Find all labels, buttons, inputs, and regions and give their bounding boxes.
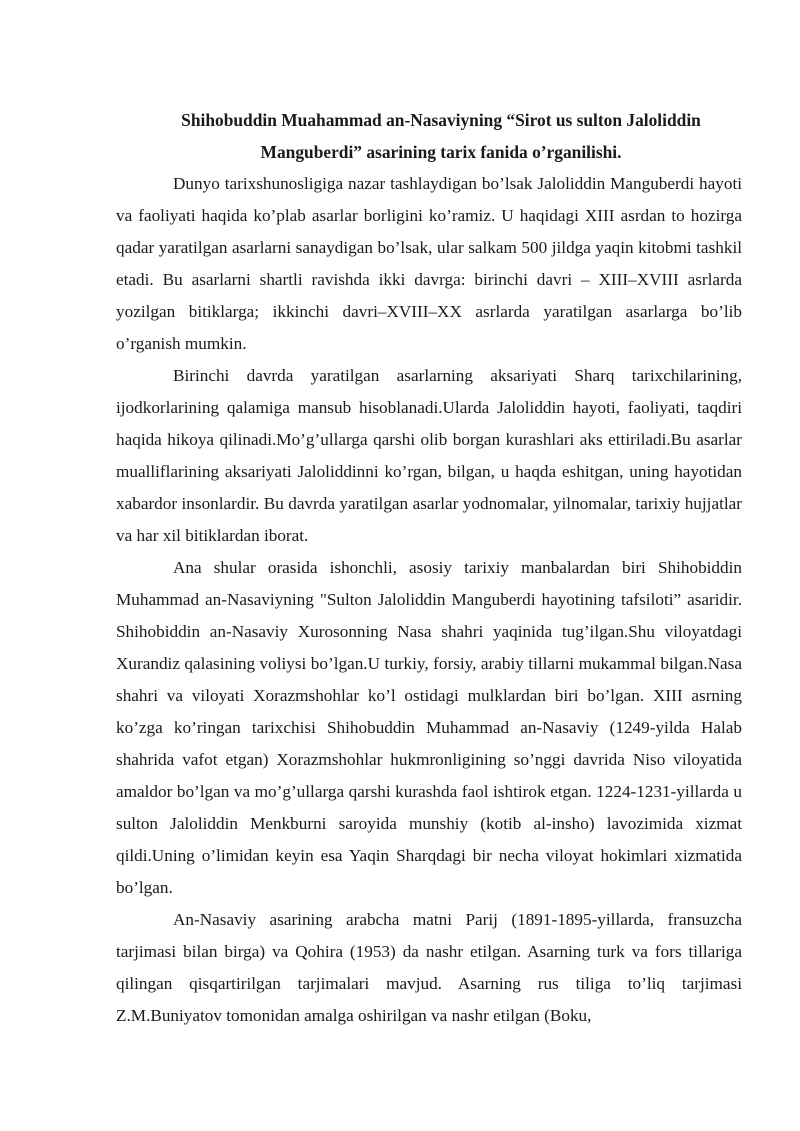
paragraph-4: An-Nasaviy asarining arabcha matni Parij (1891-1895-yillarda, fransuzcha tarjimasi bilan birga) va Qohira (1953) da nashr etilgan. Asarning turk va fors tillariga qilingan qisqartirilgan tarjimalari mavjud. Asarning rus tiliga to’liq tarjimasi Z.M.Buniyatov tomonidan amalga oshirilgan va nashr etilgan (Boku, bbox=[116, 910, 742, 1025]
document-body bbox=[116, 104, 742, 1032]
paragraph-1: Dunyo tarixshunosligiga nazar tashlaydigan bo’lsak Jaloliddin Manguberdi hayoti va faoliyati haqida ko’plab asarlar borligini ko’ramiz. U haqidagi XIII asrdan to hozirga qadar yaratilgan asarlarni sanaydigan bo’lsak, ular salkam 500 jildga yaqin kitobmi tashkil etadi. Bu asarlarni shartli ravishda ikki davrga: birinchi davri – XIII–XVIII asrlarda yozilgan bitiklarga; ikkinchi davri–XVIII–XX asrlarda yaratilgan asarlarga bo’lib o’rganish mumkin. bbox=[116, 174, 742, 353]
paragraph-2: Birinchi davrda yaratilgan asarlarning aksariyati Sharq tarixchilarining, ijodkorlarining qalamiga mansub hisoblanadi.Ularda Jaloliddin hayoti, faoliyati, taqdiri haqida hikoya qilinadi.Mo’g’ullarga qarshi olib borgan kurashlari aks ettiriladi.Bu asarlar mualliflarining aksariyati Jaloliddinni ko’rgan, bilgan, u haqda eshitgan, uning hayotidan xabardor insonlardir. Bu davrda yaratilgan asarlar yodnomalar, yilnomalar, tarixiy hujjatlar va har xil bitiklardan iborat. bbox=[116, 366, 742, 545]
document-title: Shihobuddin Muahammad an-Nasaviyning “Sirot us sulton Jaloliddin Manguberdi” asarining tarix fanida o’rganilishi. bbox=[181, 110, 701, 162]
paragraph-3: Ana shular orasida ishonchli, asosiy tarixiy manbalardan biri Shihobiddin Muhammad an-Nasaviyning "Sulton Jaloliddin Manguberdi hayotining tafsiloti” asaridir. Shihobiddin an-Nasaviy Xurosonning Nasa shahri yaqinida tug’ilgan.Shu viloyatdagi Xurandiz qalasining voliysi bo’lgan.U turkiy, forsiy, arabiy tillarni mukammal bilgan.Nasa shahri va viloyati Xorazmshohlar ko’l ostidagi mulklardan biri bo’lgan. XIII asrning ko’zga ko’ringan tarixchisi Shihobuddin Muhammad an-Nasaviy (1249-yilda Halab shahrida vafot etgan) Xorazmshohlar hukmronligining so’nggi davrida Niso viloyatida amaldor bo’lgan va mo’g’ullarga qarshi kurashda faol ishtirok etgan. 1224-1231-yillarda u sulton Jaloliddin Menkburni saroyida munshiy (kotib al-insho) lavozimida xizmat qildi.Uning o’limidan keyin esa Yaqin Sharqdagi bir necha viloyat hokimlari xizmatida bo’lgan. bbox=[116, 558, 742, 897]
